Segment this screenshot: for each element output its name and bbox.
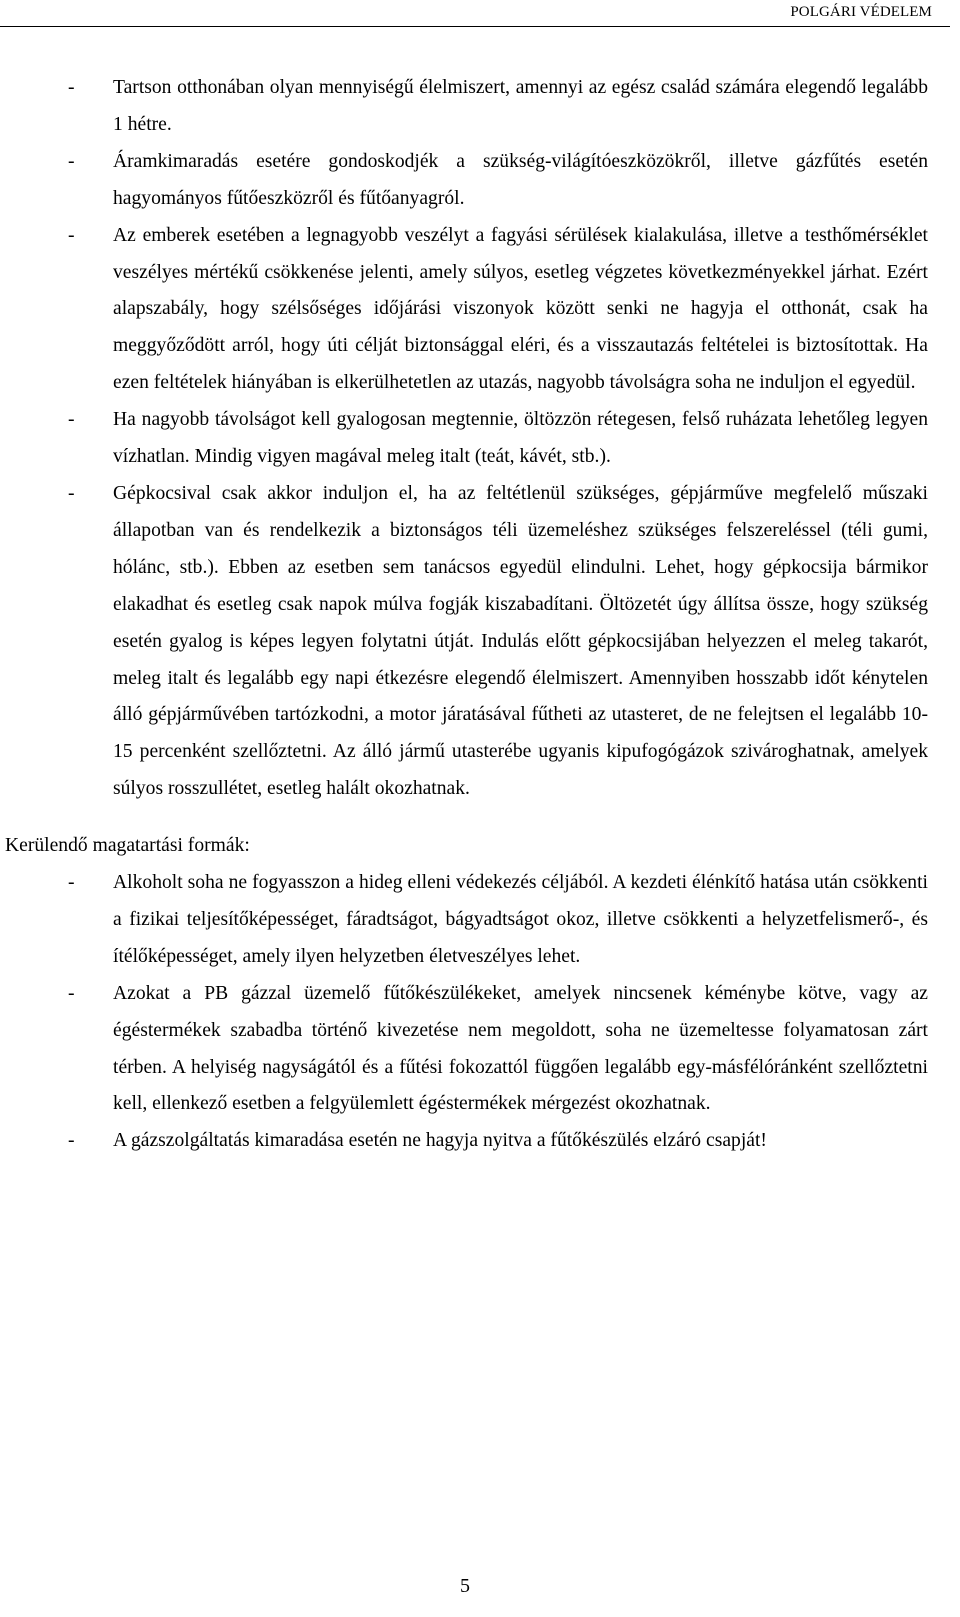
list-item-text: Tartson otthonában olyan mennyiségű élelmiszert, amennyi az egész család számára elegendő legalább 1 hétre. [113, 77, 928, 135]
bullet-dash: - [68, 150, 75, 172]
bullet-dash: - [68, 482, 75, 504]
list-item [68, 402, 928, 476]
list-item-text: Azokat a PB gázzal üzemelő fűtőkészülékeket, amelyek nincsenek kéménybe kötve, vagy az égéstermékek szabadba történő kivezetése nem megoldott, soha ne üzemeltesse folyamatosan zárt térben. A helyiség nagyságától és a fűtési fokozattól függően legalább egy-másfélóránként szellőztetni kell, ellenkező esetben a felgyülemlett égéstermékek mérgezést okozhatnak. [113, 982, 928, 1115]
list-item-text: Ha nagyobb távolságot kell gyalogosan megtennie, öltözzön rétegesen, felső ruházata lehetőleg legyen vízhatlan. Mindig vigyen magával meleg italt (teát, kávét, stb.). [113, 409, 928, 468]
list-item [68, 476, 928, 808]
bullet-dash: - [68, 224, 75, 246]
bullet-dash: - [68, 77, 75, 98]
bullet-dash: - [68, 409, 75, 431]
section-heading: Kerülendő magatartási formák: [5, 835, 250, 857]
running-header: POLGÁRI VÉDELEM [790, 4, 932, 20]
avoid-list [0, 865, 960, 1160]
list-item-text: Az emberek esetében a legnagyobb veszélyt a fagyási sérülések kialakulása, illetve a testhőmérséklet veszélyes mértékű csökkenése jelenti, amely súlyos, esetleg végzetes következményekkel járhat. Ezért alapszabály, hogy szélsőséges időjárási viszonyok között senki ne hagyja el otthonát, csak ha meggyőződött arról, hogy úti célját biztonsággal eléri, és a visszautazás feltételei is biztosítottak. Ha ezen feltételek hiányában is elkerülhetetlen az utazás, nagyobb távolságra soha ne induljon el egyedül. [113, 224, 928, 394]
list-item-text: Áramkimaradás esetére gondoskodjék a szükség-világítóeszközökről, illetve gázfűtés esetén hagyományos fűtőeszközről és fűtőanyagról. [113, 150, 928, 209]
list-item-text: Gépkocsival csak akkor induljon el, ha az feltétlenül szükséges, gépjárműve megfelelő műszaki állapotban van és rendelkezik a biztonságos téli üzemeléshez szükséges felszereléssel (téli gumi, hólánc, stb.). Ebben az esetben sem tanácsos egyedül elindulni. Lehet, hogy gépkocsija bármikor elakadhat és esetleg csak napok múlva fogják kiszabadítani. Öltözetét úgy állítsa össze, hogy szükség esetén gyalog is képes legyen folytatni útját. Indulás előtt gépkocsijában helyezzen el meleg takarót, meleg italt és legalább egy napi étkezésre elegendő élelmiszert. Amennyiben hosszabb időt kénytelen álló gépjárművében tartózkodni, a motor járatásával fűtheti az utasteret, de ne felejtsen el legalább 10-15 percenként szellőztetni. Az álló jármű utasterébe ugyanis kipufogógázok szivároghatnak, amelyek súlyos rosszullétet, esetleg halált okozhatnak. [113, 482, 928, 800]
list-item [68, 218, 928, 403]
document-body [0, 70, 960, 1160]
list-item [68, 70, 928, 144]
list-item [68, 865, 928, 976]
list-item [68, 1123, 928, 1160]
list-item [68, 976, 928, 1124]
list-item-text: Alkoholt soha ne fogyasszon a hideg elleni védekezés céljából. A kezdeti élénkítő hatása után csökkenti a fizikai teljesítőképességet, fáradtságot, bágyadtságot okoz, illetve csökkenti a helyzetfelismerő-, és ítélőképességet, amely ilyen helyzetben életveszélyes lehet. [113, 872, 928, 967]
bullet-dash: - [68, 872, 75, 894]
page-number: 5 [460, 1575, 470, 1597]
bullet-dash: - [68, 1130, 75, 1152]
header-rule [0, 26, 950, 27]
advice-list [0, 70, 960, 808]
bullet-dash: - [68, 982, 75, 1004]
list-item [68, 144, 928, 218]
list-item-text: A gázszolgáltatás kimaradása esetén ne hagyja nyitva a fűtőkészülés elzáró csapját! [113, 1130, 767, 1152]
